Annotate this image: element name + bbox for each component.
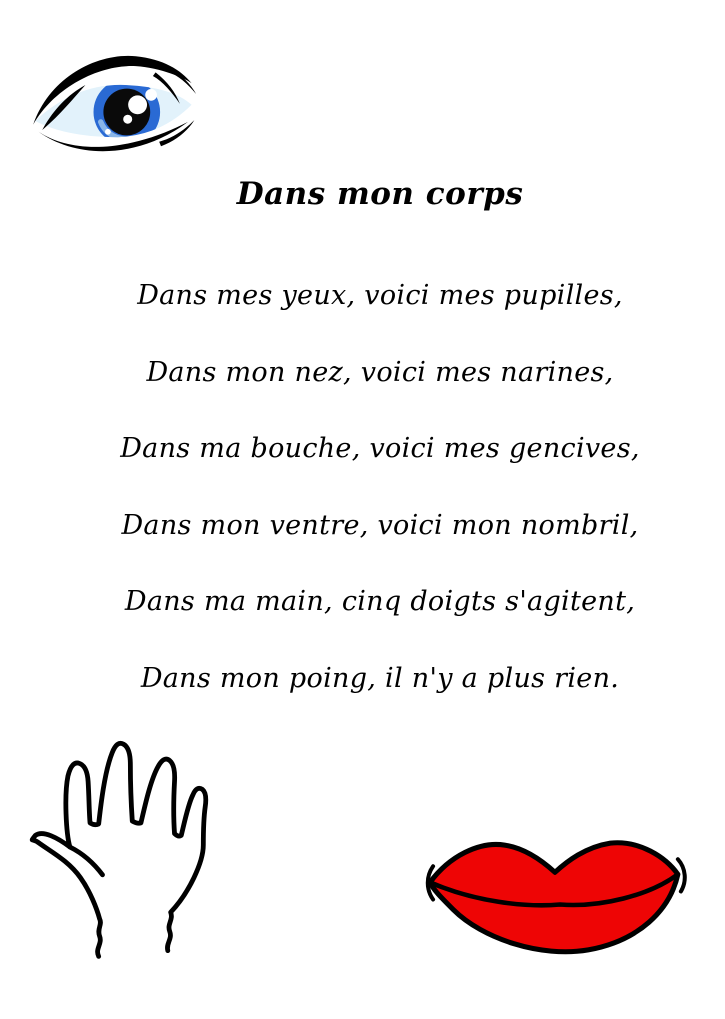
eye-illustration xyxy=(26,40,206,157)
poem xyxy=(35,258,725,717)
eye-highlight-small xyxy=(123,115,132,124)
eye-highlight-tiny xyxy=(105,129,111,135)
eye-highlight-dot xyxy=(145,89,157,101)
page-title: Dans mon corps xyxy=(236,176,524,212)
poem-line: Dans mon nez, voici mes narines, xyxy=(146,356,614,388)
hand-illustration xyxy=(14,726,216,966)
hand-icon xyxy=(14,726,216,966)
poem-line: Dans ma main, cinq doigts s'agitent, xyxy=(124,586,636,617)
lips-icon xyxy=(424,838,696,959)
eye-highlight-large xyxy=(128,95,147,114)
eye-icon xyxy=(26,40,206,157)
lips-illustration xyxy=(424,838,696,959)
poem-line: Dans mon poing, il n'y a plus rien. xyxy=(140,662,620,694)
poem-line: Dans mes yeux, voici mes pupilles, xyxy=(137,280,623,311)
hand-outline xyxy=(32,743,206,956)
poem-line: Dans ma bouche, voici mes gencives, xyxy=(120,433,640,464)
poem-line: Dans mon ventre, voici mon nombril, xyxy=(121,509,639,541)
